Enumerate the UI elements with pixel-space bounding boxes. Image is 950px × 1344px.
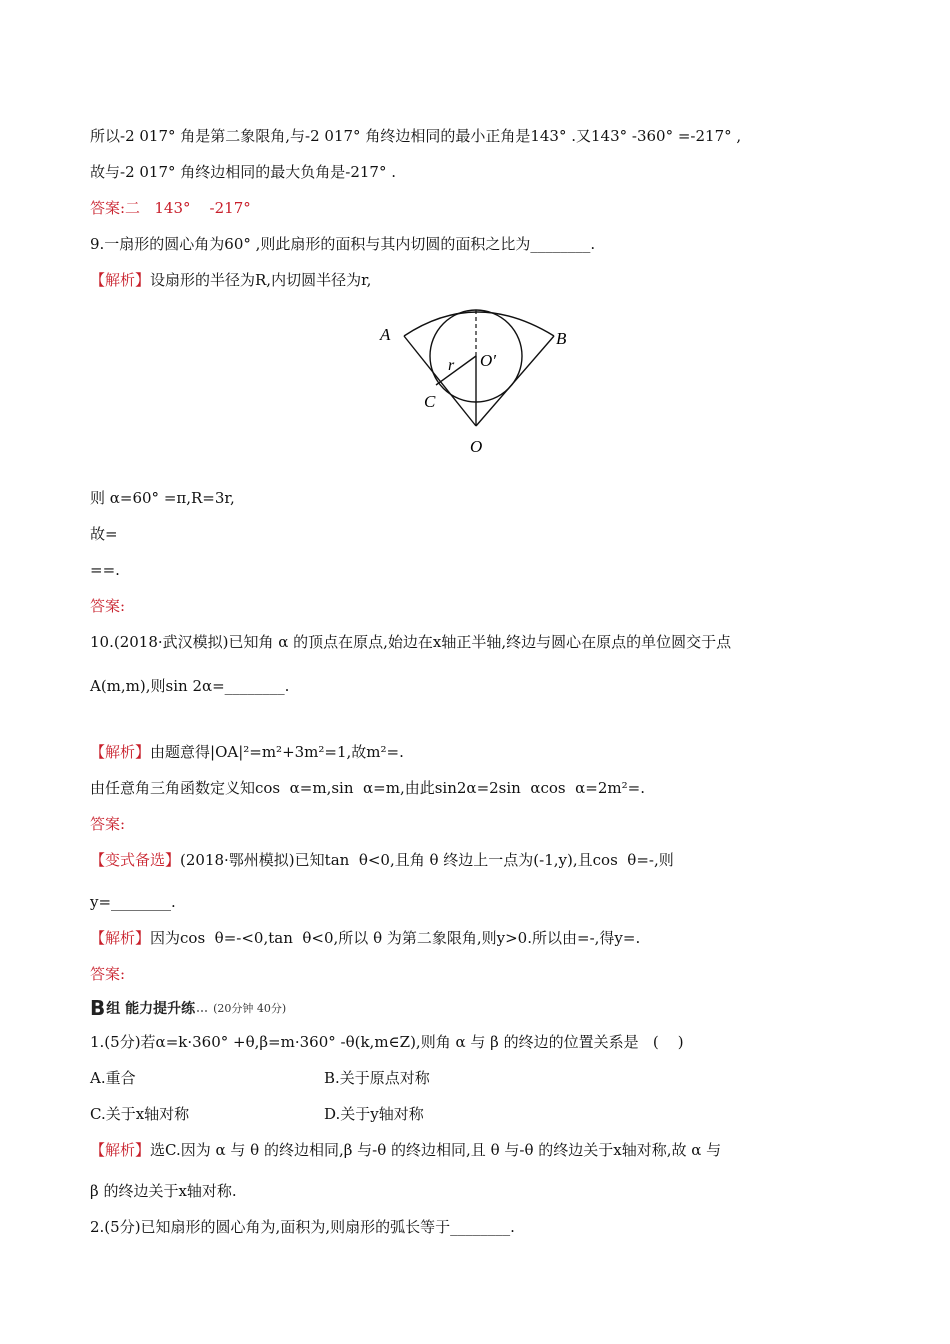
variant-analysis-text: 因为cos θ=-<0,tan θ<0,所以 θ 为第二象限角,则y>0.所以由=-,得y=. [150,929,641,947]
analysis-tag: 【解析】 [90,1141,151,1159]
question-10-cont: A(m,m),则sin 2α=________. [90,677,290,695]
b1-analysis-cont: β 的终边关于x轴对称. [90,1182,237,1200]
q9-step-2: 故= [90,525,118,543]
question-10: 10.(2018·武汉模拟)已知角 α 的顶点在原点,始边在x轴正半轴,终边与圆心在原点的单位圆交于点 [90,633,732,651]
label-C: C [424,392,436,411]
q10-step-2: 由任意角三角函数定义知cos α=m,sin α=m,由此sin2α=2sin αcos α=2m²=. [90,779,645,797]
label-A: A [380,325,391,344]
variant-tag: 【变式备选】 [90,851,181,869]
decor-squiggle-icon [197,1004,207,1012]
section-badge: B [90,996,105,1020]
solution-line-2: 故与-2 017° 角终边相同的最大负角是-217° . [90,163,397,181]
variant-answer: 答案: [90,965,126,983]
variant-question-text: (2018·鄂州模拟)已知tan θ<0,且角 θ 终边上一点为(-1,y),且cos θ=-,则 [180,851,674,869]
label-r: r [448,357,455,374]
answer-line-8: 答案:二 143° -217° [90,199,251,217]
option-c: C.关于x轴对称 [90,1105,190,1123]
sector-inscribed-circle-diagram [376,298,576,462]
b1-analysis-text: 选C.因为 α 与 θ 的终边相同,β 与-θ 的终边相同,且 θ 与-θ 的终边关于x轴对称,故 α 与 [150,1141,722,1159]
section-subtitle: (20分钟 40分) [213,1002,287,1015]
variant-analysis [90,928,640,948]
analysis-tag: 【解析】 [90,743,151,761]
sector-arc [404,312,554,336]
section-title: 组 能力提升练 [106,1001,196,1017]
b1-analysis [90,1140,721,1160]
section-b-heading [90,997,286,1019]
variant-question-cont: y=________. [90,893,176,911]
variant-question [90,850,674,870]
q9-analysis [90,270,371,290]
b-question-2: 2.(5分)已知扇形的圆心角为,面积为,则扇形的弧长等于________. [90,1218,515,1236]
q9-step-3: ==. [90,561,120,579]
label-O-prime: O′ [480,351,496,370]
analysis-tag: 【解析】 [90,271,151,289]
solution-line-1: 所以-2 017° 角是第二象限角,与-2 017° 角终边相同的最小正角是143° .又143° -360° =-217° , [90,127,742,145]
q9-analysis-text: 设扇形的半径为R,内切圆半径为r, [150,271,372,289]
q9-answer: 答案: [90,597,126,615]
q10-analysis-text: 由题意得|OA|²=m²+3m²=1,故m²=. [150,743,404,761]
option-d: D.关于y轴对称 [324,1105,424,1123]
label-B: B [556,329,567,348]
b-question-1: 1.(5分)若α=k·360° +θ,β=m·360° -θ(k,m∈Z),则角 α 与 β 的终边的位置关系是 ( ) [90,1033,684,1051]
option-a: A.重合 [90,1069,136,1087]
option-b: B.关于原点对称 [324,1069,430,1087]
q10-analysis [90,742,404,762]
analysis-tag: 【解析】 [90,929,151,947]
q10-answer: 答案: [90,815,126,833]
radius-r [436,356,476,385]
q9-step-1: 则 α=60° =π,R=3r, [90,489,235,507]
question-9: 9.一扇形的圆心角为60° ,则此扇形的面积与其内切圆的面积之比为________. [90,235,596,253]
radius-OA [404,336,476,426]
label-O: O [470,437,483,456]
